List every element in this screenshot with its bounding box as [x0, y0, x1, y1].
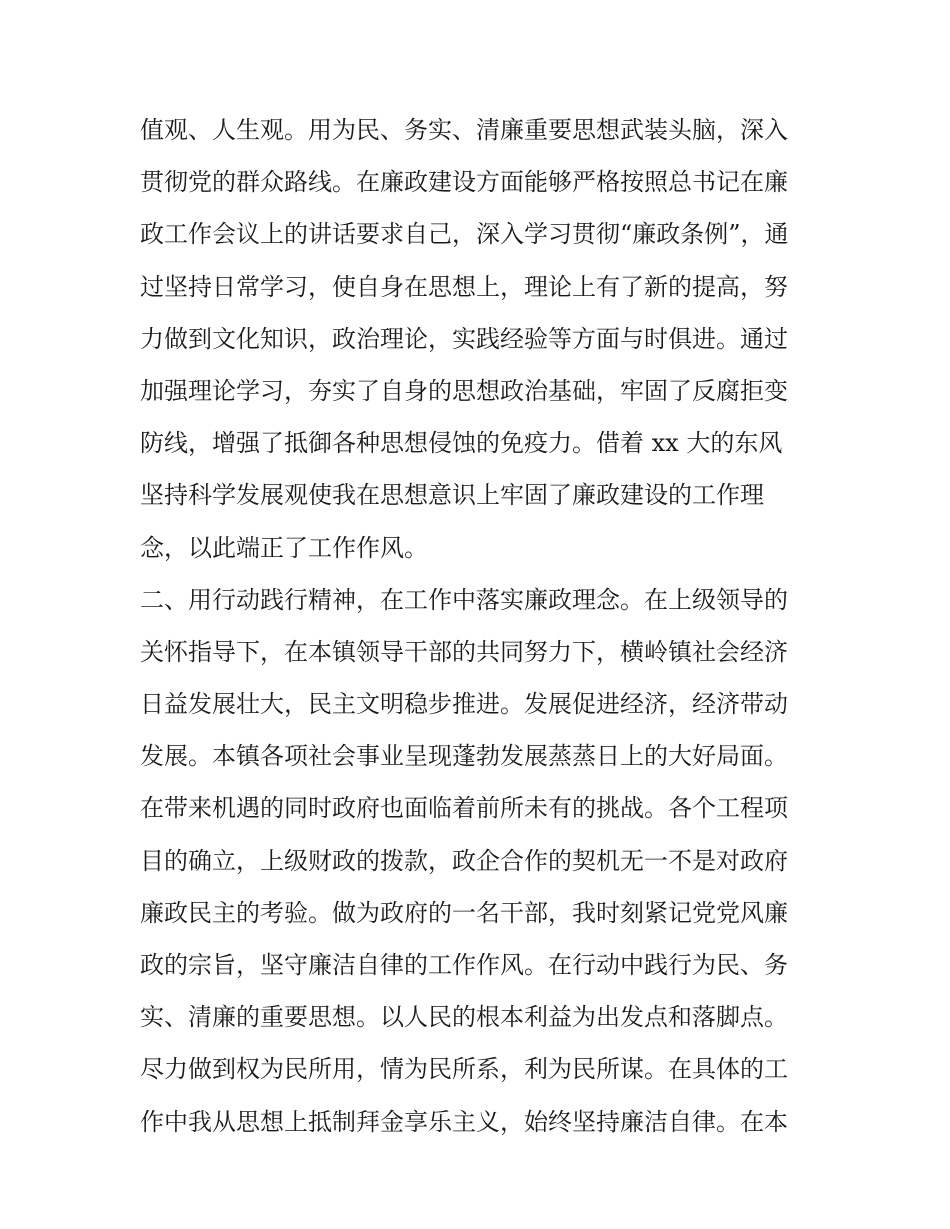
text-line: 防线，增强了抵御各种思想侵蚀的免疫力。借着 xx 大的东风 — [140, 429, 783, 458]
text-line: 在带来机遇的同时政府也面临着前所未有的挑战。各个工程项 — [140, 794, 788, 823]
text-line: 贯彻党的群众路线。在廉政建设方面能够严格按照总书记在廉 — [140, 168, 788, 197]
text-line: 作中我从思想上抵制拜金享乐主义，始终坚持廉洁自律。在本 — [140, 1107, 788, 1136]
body-text — [140, 104, 820, 1148]
text-line: 日益发展壮大，民主文明稳步推进。发展促进经济，经济带动 — [140, 690, 788, 719]
text-line: 实、清廉的重要思想。以人民的根本利益为出发点和落脚点。 — [140, 1003, 788, 1032]
text-line: 加强理论学习，夯实了自身的思想政治基础，牢固了反腐拒变 — [140, 376, 788, 405]
text-line: 过坚持日常学习，使自身在思想上，理论上有了新的提高，努 — [140, 272, 788, 301]
text-line: 尽力做到权为民所用，情为民所系，利为民所谋。在具体的工 — [140, 1055, 788, 1084]
text-line: 发展。本镇各项社会事业呈现蓬勃发展蒸蒸日上的大好局面。 — [140, 742, 788, 771]
text-line: 目的确立，上级财政的拨款，政企合作的契机无一不是对政府 — [140, 846, 788, 875]
text-line: 念，以此端正了工作作风。 — [140, 533, 428, 562]
text-line: 力做到文化知识，政治理论，实践经验等方面与时俱进。通过 — [140, 324, 788, 353]
text-line: 廉政民主的考验。做为政府的一名干部，我时刻紧记党党风廉 — [140, 898, 788, 927]
text-line: 政的宗旨，坚守廉洁自律的工作作风。在行动中践行为民、务 — [140, 951, 788, 979]
section-heading-line: 二、用行动践行精神，在工作中落实廉政理念。在上级领导的 — [140, 585, 788, 614]
text-line: 关怀指导下，在本镇领导干部的共同努力下，横岭镇社会经济 — [140, 637, 788, 666]
text-line: 政工作会议上的讲话要求自己，深入学习贯彻“廉政条例”，通 — [140, 220, 789, 249]
text-line: 坚持科学发展观使我在思想意识上牢固了廉政建设的工作理 — [140, 481, 764, 510]
text-line: 值观、人生观。用为民、务实、清廉重要思想武装头脑，深入 — [140, 116, 788, 144]
